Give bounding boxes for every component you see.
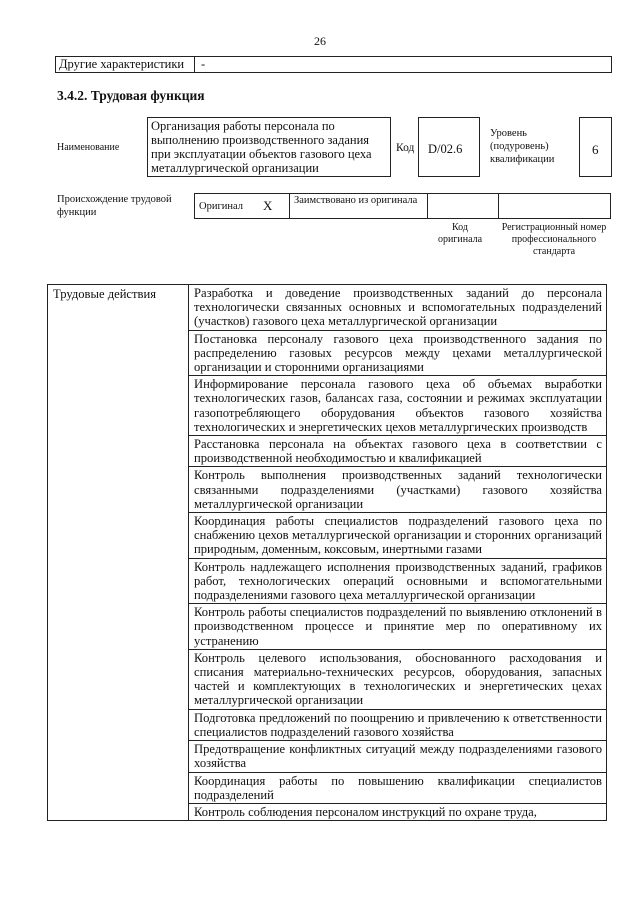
code-label: Код <box>396 142 415 154</box>
code-original-caption: Код оригинала <box>437 222 483 245</box>
action-item: Контроль работы специалистов подразделений по выявлению отклонений в производственном процессе и принятие мер по оперативному их устранению <box>189 604 607 650</box>
action-item: Координация работы специалистов подразделений газового цеха по снабжению цехов металлургической организации и сторонних организаций природным, доменным, коксовым, инертными газами <box>189 513 607 559</box>
function-code-cell <box>418 117 480 177</box>
function-name-value: Организация работы персонала по выполнению производственного задания при эксплуатации объектов газового цеха металлургической организации <box>151 119 372 175</box>
work-actions-label: Трудовые действия <box>48 285 189 821</box>
action-item: Контроль соблюдения персоналом инструкций по охране труда, <box>189 803 607 820</box>
other-characteristics-label-cell <box>55 56 195 73</box>
origin-borrowed-cell <box>289 193 428 219</box>
level-label: Уровень (подуровень) квалификации <box>490 128 555 165</box>
action-item: Координация работы по повышению квалификации специалистов подразделений <box>189 772 607 803</box>
original-mark: X <box>263 198 273 213</box>
action-item: Предотвращение конфликтных ситуаций между подразделениями газового хозяйства <box>189 741 607 772</box>
action-item: Расстановка персонала на объектах газового цеха в соответствии с производственной необходимостью и квалификацией <box>189 436 607 467</box>
action-item: Постановка персоналу газового цеха производственного задания по распределению газовых ресурсов между цехами металлургической организации и сторонними организациями <box>189 330 607 376</box>
section-title: 3.4.2. Трудовая функция <box>57 88 205 103</box>
other-characteristics-value: - <box>201 57 206 71</box>
origin-reg-cell <box>498 193 611 219</box>
action-item: Информирование персонала газового цеха об объемах выработки технологических газов, балансах газа, состоянии и режимах эксплуатации газопотребляющего оборудования объектов газового хозяйства технологических и энергетических цехов металлургических производств <box>189 376 607 436</box>
level-value: 6 <box>592 142 599 157</box>
action-item: Подготовка предложений по поощрению и привлечению к ответственности специалистов подразделений газового хозяйства <box>189 709 607 740</box>
reg-number-caption: Регистрационный номер профессионального стандарта <box>501 222 607 257</box>
action-item: Контроль надлежащего исполнения производственных заданий, графиков работ, технологических операций основными и вспомогательными подразделениями газового цеха металлургической организации <box>189 558 607 604</box>
origin-code-cell <box>427 193 499 219</box>
name-label: Наименование <box>57 142 120 153</box>
function-name-cell <box>147 117 391 177</box>
page-number: 26 <box>314 34 326 48</box>
action-row <box>48 285 607 331</box>
original-label: Оригинал <box>199 201 243 212</box>
other-characteristics-label: Другие характеристики <box>59 57 185 71</box>
origin-original-cell <box>194 193 290 219</box>
action-item: Разработка и доведение производственных заданий до персонала технологически связанных основных и вспомогательных подразделений (участков) газового цеха металлургической организации <box>189 285 607 331</box>
origin-label: Происхождение трудовой функции <box>57 194 172 218</box>
function-code-value: D/02.6 <box>428 142 463 156</box>
action-item: Контроль выполнения производственных заданий технологически связанными подразделениями (участками) газового хозяйства металлургической организации <box>189 467 607 513</box>
work-actions-table <box>47 284 607 821</box>
level-value-cell <box>579 117 612 177</box>
borrowed-label: Заимствовано из оригинала <box>294 195 418 206</box>
action-item: Контроль целевого использования, обоснованного расходования и списания материально-технических ресурсов, оборудования, запасных частей и комплектующих в технологических и энергетических цехах металлургической организации <box>189 649 607 709</box>
work-actions-body <box>48 285 607 821</box>
other-characteristics-value-cell <box>194 56 612 73</box>
